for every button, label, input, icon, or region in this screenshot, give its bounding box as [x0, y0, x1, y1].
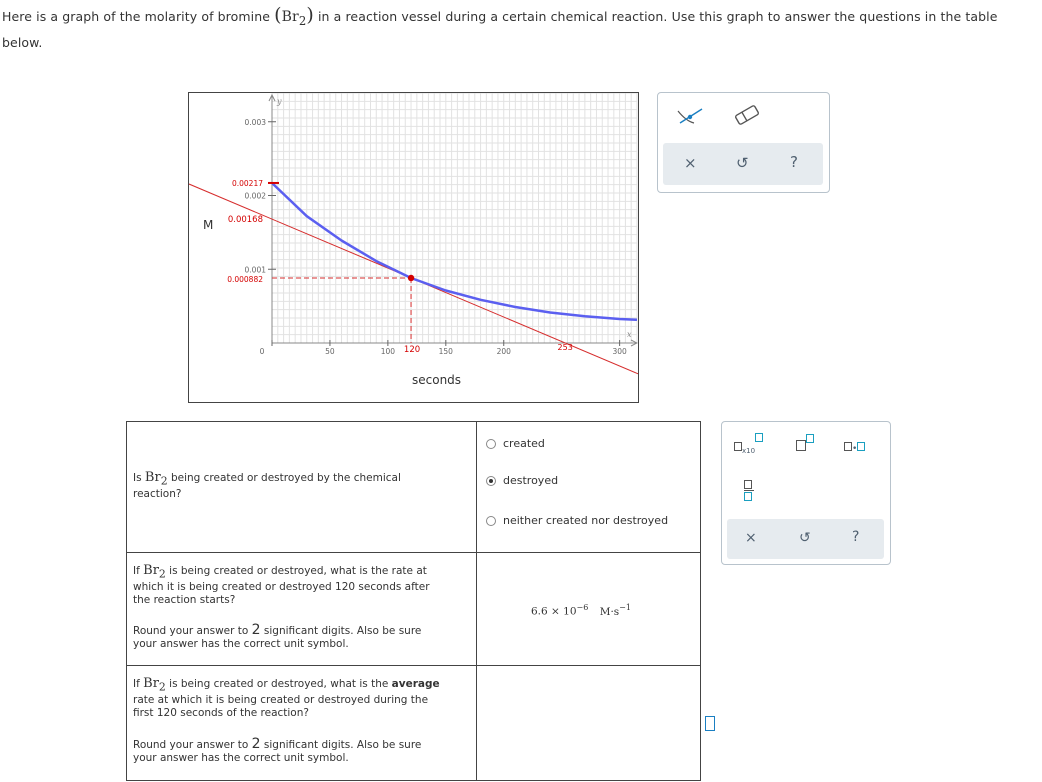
clear-icon[interactable]: × — [684, 154, 697, 172]
x-tick-label: 100 — [380, 347, 396, 356]
graph-tool-panel — [657, 92, 830, 193]
x-tick-label: 150 — [438, 347, 453, 356]
tangent-point — [408, 275, 414, 281]
answer-cell-q2 — [476, 553, 700, 666]
radio-created[interactable] — [486, 439, 496, 449]
x-tick-label: 300 — [612, 347, 627, 356]
highlight-x-label: 120 — [403, 345, 421, 355]
clear-icon[interactable]: × — [745, 530, 757, 546]
graph-canvas[interactable] — [189, 93, 638, 402]
question-cell-q2: If $Br_2$ is being created or destroyed, what is the rate at which it is being created or destroyed 120 seconds after the reaction starts? Round your answer to 2 significant digits. Also be sure your answer has the correct unit symbol. — [127, 553, 477, 666]
fraction-button[interactable] — [744, 480, 754, 501]
highlight-x-label: 253 — [557, 343, 573, 352]
superscript-button[interactable] — [796, 439, 814, 455]
help-icon[interactable]: ? — [852, 529, 860, 545]
x-tick-label: 200 — [496, 347, 511, 356]
table-row-q3 — [127, 665, 700, 781]
tangent-tool-icon[interactable] — [676, 103, 706, 131]
table-row-q2 — [127, 552, 700, 666]
answer-cell-q1 — [476, 422, 700, 552]
help-icon[interactable]: ? — [790, 153, 798, 171]
problem-intro: Here is a graph of the molarity of bromine $(Br_2)$ in a reaction vessel during a certain chemical reaction. Use this graph to answer the questions in the table below. — [2, 4, 998, 50]
x-tick-label: 0 — [259, 347, 265, 356]
highlight-y-label: 0.00168 — [227, 215, 263, 226]
x-axis-symbol: x — [627, 330, 632, 339]
y-tick-label: 0.001 — [244, 265, 266, 275]
option-neither[interactable]: neither created nor destroyed — [486, 514, 668, 527]
y-axis-symbol: y — [277, 97, 282, 106]
intro-text-cont: in a reaction vessel during a certain chemical reaction. Use this graph to answer the questions in the table — [317, 9, 998, 24]
x-axis-label: seconds — [412, 373, 462, 387]
average-rate-input[interactable] — [705, 716, 715, 731]
bromine-formula: $Br_2$ — [281, 9, 307, 28]
y-tick-label: 0.002 — [244, 191, 266, 201]
scientific-notation-button[interactable]: x10 — [734, 439, 763, 455]
rate-answer[interactable]: $6.6 \times 10^{-6}$ $M\cdot s^{-1}$ — [531, 603, 631, 618]
radio-neither[interactable] — [486, 516, 496, 526]
highlight-y-label: 0.000882 — [227, 274, 263, 284]
undo-icon[interactable]: ↺ — [736, 154, 749, 172]
question-table — [126, 421, 701, 781]
intro-text-line2: below. — [2, 34, 43, 50]
undo-icon[interactable]: ↺ — [799, 530, 811, 546]
option-created[interactable]: created — [486, 437, 545, 450]
x-tick-label: 50 — [325, 347, 335, 356]
y-tick-label: 0.003 — [244, 117, 266, 127]
question-cell-q3: If $Br_2$ is being created or destroyed, what is the average rate at which it is being created or destroyed during the first 120 seconds of the reaction? Round your answer to 2 significant digits. Also be sure your answer has the correct unit symbol. — [127, 666, 477, 781]
intro-text: Here is a graph of the molarity of bromine — [2, 9, 271, 24]
eraser-icon[interactable] — [732, 103, 762, 131]
y-axis-label: M — [203, 218, 214, 232]
option-destroyed[interactable]: destroyed — [486, 474, 558, 487]
question-cell-q1: Is $Br_2$ being created or destroyed by the chemical reaction? — [127, 422, 477, 552]
math-input-panel — [721, 421, 891, 565]
math-action-bar — [727, 519, 884, 559]
answer-cell-q3 — [476, 666, 700, 781]
graph-panel[interactable] — [188, 92, 639, 403]
multiply-dot-button[interactable]: • — [844, 439, 865, 455]
radio-destroyed[interactable] — [486, 476, 496, 486]
table-row-q1 — [127, 422, 700, 552]
graph-action-bar — [663, 143, 823, 185]
highlight-y-label: 0.00217 — [231, 178, 263, 188]
